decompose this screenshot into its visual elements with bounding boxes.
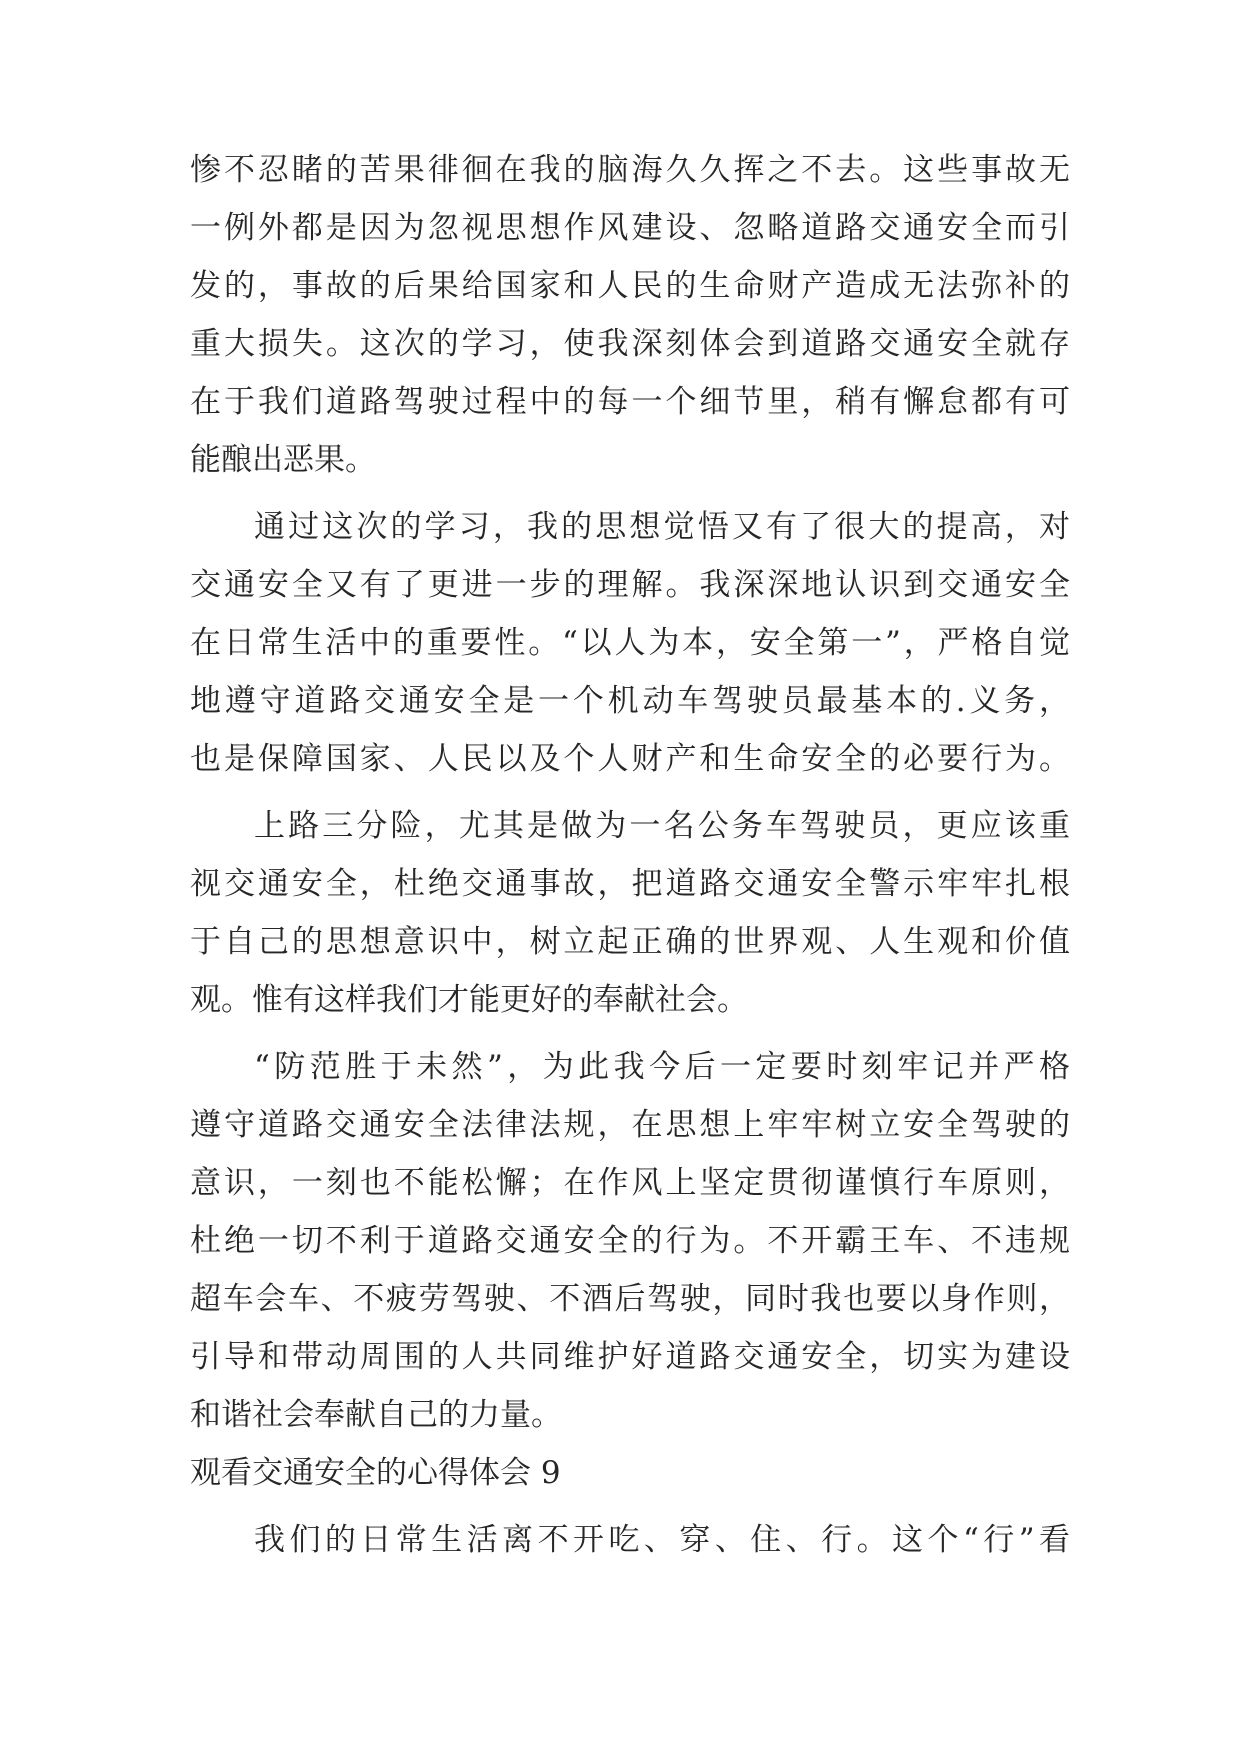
final-paragraph-line-1: 我们的日常生活离不开吃、穿、住、行。这个“行”看	[254, 1522, 1070, 1558]
paragraph-2-line-2: 交通安全又有了更进一步的理解。我深深地认识到交通安全	[190, 567, 1070, 603]
paragraph-2-line-5: 也是保障国家、人民以及个人财产和生命安全的必要行为。	[190, 741, 1070, 777]
paragraph-4-line-6: 引导和带动周围的人共同维护好道路交通安全，切实为建设	[190, 1339, 1070, 1375]
paragraph-1-line-3: 发的，事故的后果给国家和人民的生命财产造成无法弥补的	[190, 268, 1070, 304]
paragraph-3-line-4: 观。惟有这样我们才能更好的奉献社会。	[190, 982, 748, 1018]
paragraph-4-line-3: 意识，一刻也不能松懈；在作风上坚定贯彻谨慎行车原则，	[190, 1165, 1070, 1201]
section-heading: 观看交通安全的心得体会 9	[190, 1455, 561, 1491]
paragraph-3-line-1: 上路三分险，尤其是做为一名公务车驾驶员，更应该重	[254, 808, 1070, 844]
paragraph-1-line-5: 在于我们道路驾驶过程中的每一个细节里，稍有懈怠都有可	[190, 384, 1070, 420]
paragraph-3-line-2: 视交通安全，杜绝交通事故，把道路交通安全警示牢牢扎根	[190, 866, 1070, 902]
paragraph-1-line-4: 重大损失。这次的学习，使我深刻体会到道路交通安全就存	[190, 326, 1070, 362]
paragraph-3-line-3: 于自己的思想意识中，树立起正确的世界观、人生观和价值	[190, 924, 1070, 960]
paragraph-1-line-1: 惨不忍睹的苦果徘徊在我的脑海久久挥之不去。这些事故无	[190, 152, 1070, 188]
paragraph-4-line-1: “防范胜于未然”，为此我今后一定要时刻牢记并严格	[254, 1049, 1070, 1085]
paragraph-2-line-3: 在日常生活中的重要性。“以人为本，安全第一”，严格自觉	[190, 625, 1070, 661]
paragraph-1-line-2: 一例外都是因为忽视思想作风建设、忽略道路交通安全而引	[190, 210, 1070, 246]
paragraph-4-line-5: 超车会车、不疲劳驾驶、不酒后驾驶，同时我也要以身作则，	[190, 1281, 1070, 1317]
paragraph-2-line-1: 通过这次的学习，我的思想觉悟又有了很大的提高，对	[254, 509, 1070, 545]
paragraph-1-line-6: 能酿出恶果。	[190, 442, 376, 478]
paragraph-4-line-2: 遵守道路交通安全法律法规，在思想上牢牢树立安全驾驶的	[190, 1107, 1070, 1143]
paragraph-2-line-4: 地遵守道路交通安全是一个机动车驾驶员最基本的.义务，	[190, 683, 1070, 719]
paragraph-4-line-7: 和谐社会奉献自己的力量。	[190, 1397, 562, 1433]
paragraph-4-line-4: 杜绝一切不利于道路交通安全的行为。不开霸王车、不违规	[190, 1223, 1070, 1259]
